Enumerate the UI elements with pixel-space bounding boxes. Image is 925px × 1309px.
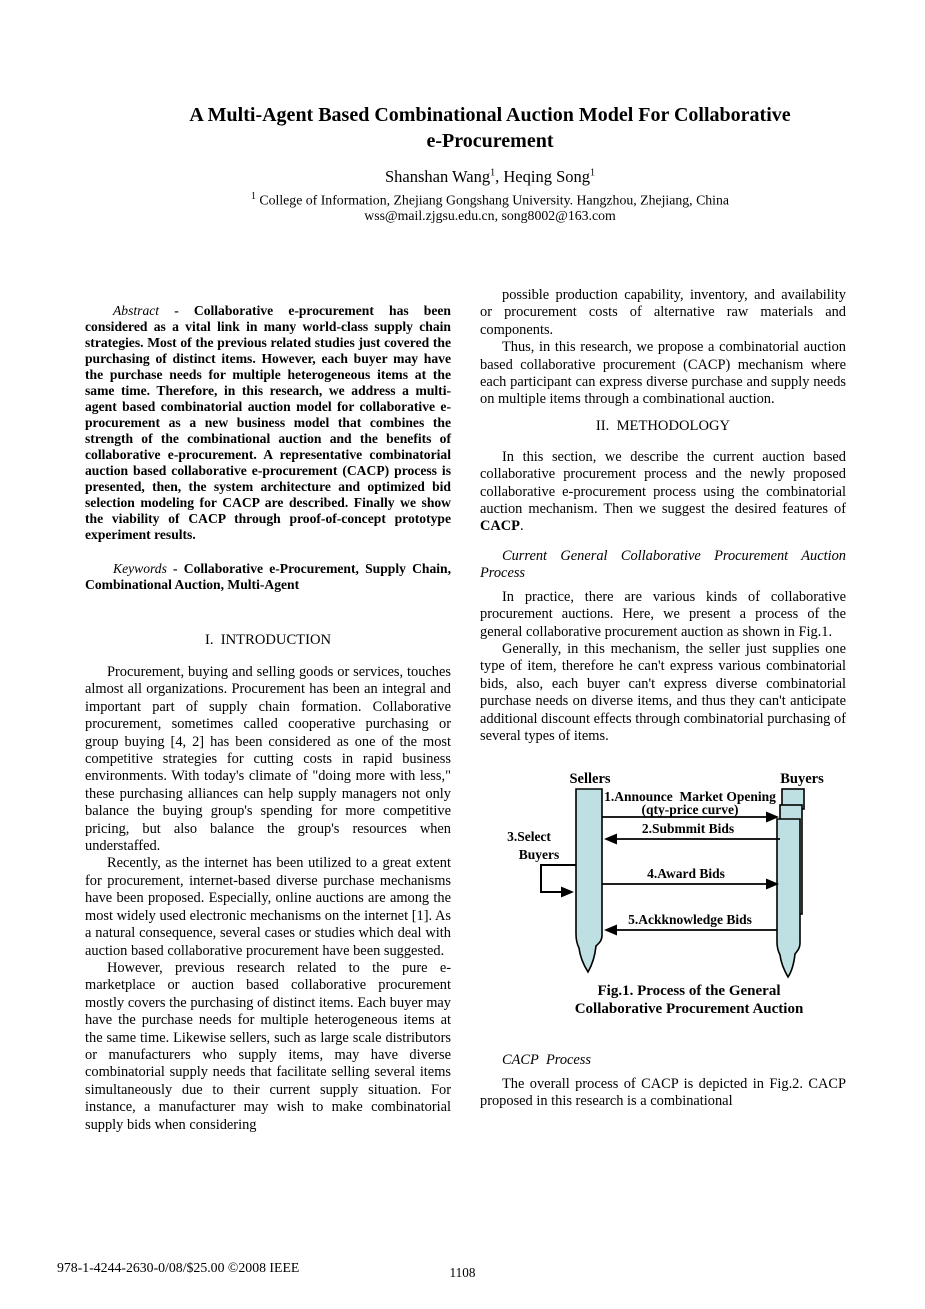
msg-submit-bids-label: 2.Submmit Bids	[641, 821, 735, 837]
email-line: wss@mail.zjgsu.edu.cn, song8002@163.com	[364, 208, 616, 223]
figure1-caption-line-1: Fig.1. Process of the General	[597, 983, 781, 1000]
author-name-1: Shanshan Wang	[384, 167, 491, 186]
keywords-separator: -	[166, 561, 184, 576]
msg-acknowledge-bids-label: 5.Ackknowledge Bids	[628, 912, 752, 928]
title-line-1: A Multi-Agent Based Combinational Auction Model For Collaborative	[189, 104, 791, 126]
figure1-diagram	[494, 767, 864, 982]
author-name-2: Heqing Song	[503, 167, 591, 186]
figure1-caption	[494, 983, 864, 1018]
methodology-p1-period: .	[519, 518, 524, 535]
msg-select-label: 3.Select	[507, 829, 551, 845]
intro-paragraph-2: Recently, as the internet has been utilized to a great extent for procurement, internet-based diverse purchase mechanisms have been proposed. Especially, online auctions are among the most widely used electronic mechanisms on the internet [1]. As a natural consequence, several cases or studies which deal with auction based collaborative procurement have been suggested.	[85, 855, 451, 959]
figure1	[494, 767, 864, 1018]
abstract-separator: -	[159, 303, 194, 318]
section-heading-introduction: I. INTRODUCTION	[204, 632, 332, 648]
buyers-label: Buyers	[780, 771, 824, 788]
page-title	[55, 102, 925, 154]
arrow-select-buyers-loop	[541, 865, 576, 892]
right-paragraph-1: possible production capability, inventory, and availability or procurement costs of alternative raw materials and components.	[480, 287, 846, 338]
methodology-paragraph-2: In practice, there are various kinds of collaborative procurement auctions. Here, we present a process of the general collaborative procurement auction as shown in Fig.1.	[480, 588, 846, 640]
buyer-lifeline-bars	[777, 789, 804, 977]
footer-copyright: 978-1-4244-2630-0/08/$25.00 ©2008 IEEE	[57, 1260, 300, 1275]
methodology-paragraph-3: Generally, in this mechanism, the seller just supplies one type of item, therefore he can't express various combinatorial bids, also, each buyer can't express diverse combinatorial purchase needs on diverse items, and thus they can't anticipate additional discount effects through combinatorial purchasing of several types of items.	[480, 640, 846, 744]
affiliation-superscript: 1	[250, 191, 256, 202]
msg-announce-label: 1.Announce Market Opening	[604, 789, 776, 805]
intro-paragraph-1: Procurement, buying and selling goods or services, touches almost all organizations. Procurement has been an integral and important part of supply chain formation. Collaborative procurement, sometimes called cooperative purchasing or group buying [4, 2] has been considered as one of the most competitive strategies for cutting costs in rapid business environments. With today's climate of "doing more with less," these purchasing alliances can help supply managers not only balance the buying group's spending for more competitive pricing, but also balance the group's resources when understaffed.	[85, 664, 451, 855]
keywords-label: Keywords	[113, 561, 167, 576]
figure1-caption-line-2: Collaborative Procurement Auction	[574, 1000, 804, 1017]
section-heading-methodology: II. METHODOLOGY	[595, 417, 731, 434]
keywords-text: Collaborative e-Procurement, Supply Chain, Combinational Auction, Multi-Agent	[85, 561, 451, 592]
methodology-paragraph-1	[480, 449, 846, 536]
subsection-heading-cacp-process: CACP Process	[502, 1052, 591, 1069]
title-line-2: e-Procurement	[426, 130, 554, 152]
seller-lifeline-bar	[576, 789, 602, 972]
authors-line	[55, 167, 925, 187]
affiliation-text: College of Information, Zhejiang Gongshang University. Hangzhou, Zhejiang, China	[255, 192, 730, 208]
methodology-p1-bold-term: CACP	[480, 518, 520, 535]
methodology-p1-text: In this section, we describe the current auction based collaborative procurement process and the newly proposed collaborative e-procurement process using the combinatorial auction mechanism. Then we suggest the desired features of	[480, 448, 846, 518]
keywords-paragraph	[85, 561, 451, 593]
right-paragraph-2: Thus, in this research, we propose a combinatorial auction based collaborative procurement (CACP) mechanism where each participant can express diverse purchase and supply needs on multiple items through a combinational auction.	[480, 339, 846, 408]
author-separator: ,	[495, 167, 504, 186]
author-superscript-1: 1	[490, 167, 496, 179]
abstract-label: Abstract	[113, 303, 160, 318]
msg-select-buyers-label: Buyers	[518, 847, 560, 863]
right-column	[480, 287, 846, 1111]
intro-paragraph-3: However, previous research related to the pure e-marketplace or auction based collaborative procurement mostly covers the purchasing of distinct items. Each buyer may have the purchase needs for multiple heterogeneous items at the same time. Likewise sellers, such as large scale distributors or manufacturers who supply items, may have diverse combinatorial supply needs that facilitate selling several items simultaneously due to their current supply situation. For instance, a manufacturer may wish to make combinatorial supply bids when considering	[85, 959, 451, 1133]
abstract-text: Collaborative e-procurement has been considered as a vital link in many world-class supply chain strategies. Most of the previous related studies just covered the purchasing of distinct items. However, each buyer may have the purchase needs for multiple heterogeneous items at the same time. Therefore, in this research, we address a multi-agent based combinatorial auction model for collaborative e-procurement as a new business model that combines the strength of the combinational auction and the benefits of collaborative e-procurement. A representative combinatorial auction based collaborative e-procurement (CACP) process is presented, then, the system architecture and optimized bid selection modeling for CACP are described. Finally we show the viability of CACP through proof-of-concept prototype experiment results.	[85, 303, 451, 542]
left-column	[85, 303, 451, 1134]
subsection-heading-current-process: Current General Collaborative Procurement Auction Process	[480, 547, 846, 582]
msg-qty-price-label: (qty-price curve)	[641, 802, 739, 818]
page-number: 1108	[449, 1265, 476, 1280]
abstract-paragraph	[85, 303, 451, 543]
msg-award-bids-label: 4.Award Bids	[647, 866, 725, 882]
sellers-label: Sellers	[569, 771, 611, 788]
methodology-paragraph-4: The overall process of CACP is depicted in Fig.2. CACP proposed in this research is a combinational	[480, 1075, 846, 1110]
affiliation-line	[55, 191, 925, 209]
buyer-bar-front	[777, 819, 800, 977]
author-superscript-2: 1	[590, 167, 596, 179]
